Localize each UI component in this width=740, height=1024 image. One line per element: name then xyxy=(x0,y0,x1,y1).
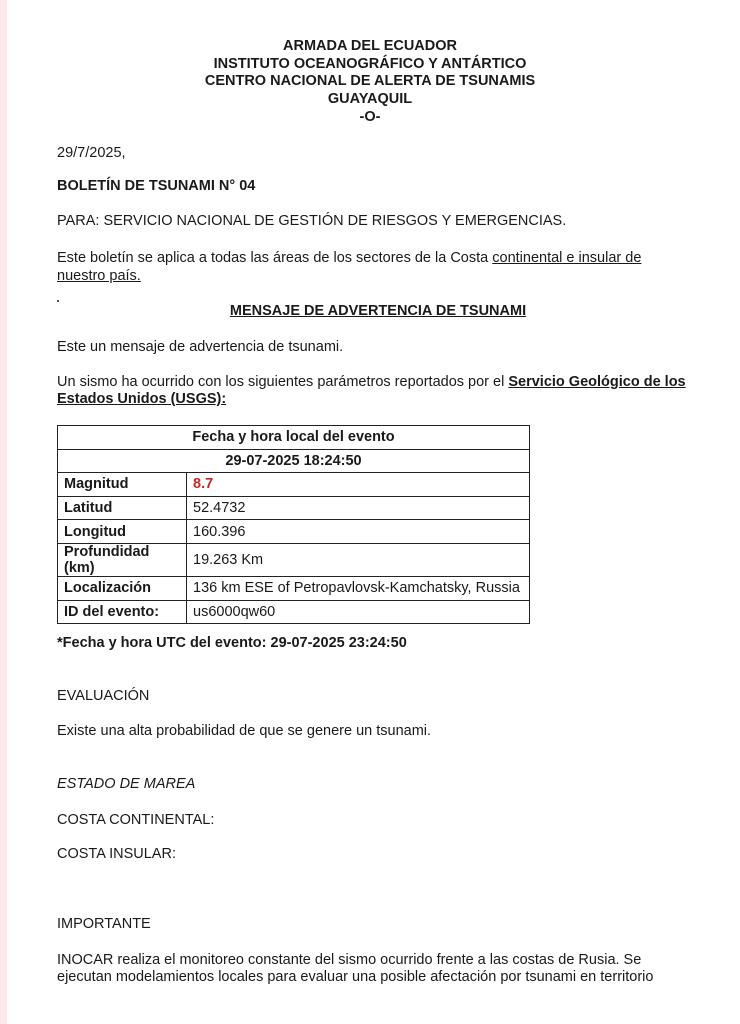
quake-source-1: Servicio Geológico de los xyxy=(508,374,686,390)
quake-source-2: Estados Unidos (USGS): xyxy=(57,391,227,407)
row-value-localizacion: 136 km ESE of Petropavlovsk-Kamchatsky, Russia xyxy=(187,576,530,600)
header-separator: -O- xyxy=(359,109,381,125)
applies-text: Este boletín se aplica a todas las áreas de los sectores de la Costa xyxy=(57,250,493,266)
table-header-value-row xyxy=(58,449,530,473)
event-table xyxy=(57,425,530,624)
table-row xyxy=(58,576,530,600)
bulletin-title: BOLETÍN DE TSUNAMI N° 04 xyxy=(57,178,256,194)
row-label-profundidad: Profundidad (km) xyxy=(58,543,187,576)
table-row xyxy=(58,520,530,544)
tide-insular: COSTA INSULAR: xyxy=(57,846,176,862)
message-title: MENSAJE DE ADVERTENCIA DE TSUNAMI xyxy=(229,303,527,319)
header-armada: ARMADA DEL ECUADOR xyxy=(283,38,457,54)
table-header-row xyxy=(58,426,530,450)
tide-title: ESTADO DE MAREA xyxy=(57,776,196,792)
row-value-longitud: 160.396 xyxy=(187,520,530,544)
recipient-line: PARA: SERVICIO NACIONAL DE GESTIÓN DE RIESGOS Y EMERGENCIAS. xyxy=(57,213,567,229)
evaluation-title: EVALUACIÓN xyxy=(57,688,150,704)
important-line-1: INOCAR realiza el monitoreo constante del sismo ocurrido frente a las costas de Rusia. Se xyxy=(57,952,642,968)
table-row xyxy=(58,543,530,576)
applies-underlined-1: continental e insular de xyxy=(492,250,642,266)
evaluation-text: Existe una alta probabilidad de que se genere un tsunami. xyxy=(57,723,432,739)
row-value-latitud: 52.4732 xyxy=(187,496,530,520)
applies-line-1 xyxy=(57,250,641,266)
applies-underlined-2: nuestro país. xyxy=(57,268,141,284)
header-centro: CENTRO NACIONAL DE ALERTA DE TSUNAMIS xyxy=(204,73,536,89)
message-text: Este un mensaje de advertencia de tsunami. xyxy=(57,339,344,355)
row-label-id: ID del evento: xyxy=(58,600,187,624)
row-label-longitud: Longitud xyxy=(58,520,187,544)
row-label-localizacion: Localización xyxy=(58,576,187,600)
table-row xyxy=(58,473,530,497)
stray-dot xyxy=(57,300,59,302)
row-value-id: us6000qw60 xyxy=(187,600,530,624)
table-header-value: 29-07-2025 18:24:50 xyxy=(58,449,530,473)
quake-text: Un sismo ha ocurrido con los siguientes parámetros reportados por el xyxy=(57,374,509,390)
table-header-label: Fecha y hora local del evento xyxy=(58,426,530,450)
row-label-magnitud: Magnitud xyxy=(58,473,187,497)
row-value-profundidad: 19.263 Km xyxy=(187,543,530,576)
header-city: GUAYAQUIL xyxy=(327,91,413,107)
tide-continental: COSTA CONTINENTAL: xyxy=(57,812,215,828)
quake-line-1 xyxy=(57,374,686,390)
table-row xyxy=(58,496,530,520)
important-line-2: ejecutan modelamientos locales para evaluar una posible afectación por tsunami en territorio xyxy=(57,969,654,985)
important-title: IMPORTANTE xyxy=(57,916,151,932)
row-label-latitud: Latitud xyxy=(58,496,187,520)
header-instituto: INSTITUTO OCEANOGRÁFICO Y ANTÁRTICO xyxy=(213,56,527,72)
utc-note: *Fecha y hora UTC del evento: 29-07-2025 23:24:50 xyxy=(57,635,407,651)
table-row xyxy=(58,600,530,624)
bulletin-date: 29/7/2025, xyxy=(57,145,126,161)
row-value-magnitud: 8.7 xyxy=(187,473,530,497)
